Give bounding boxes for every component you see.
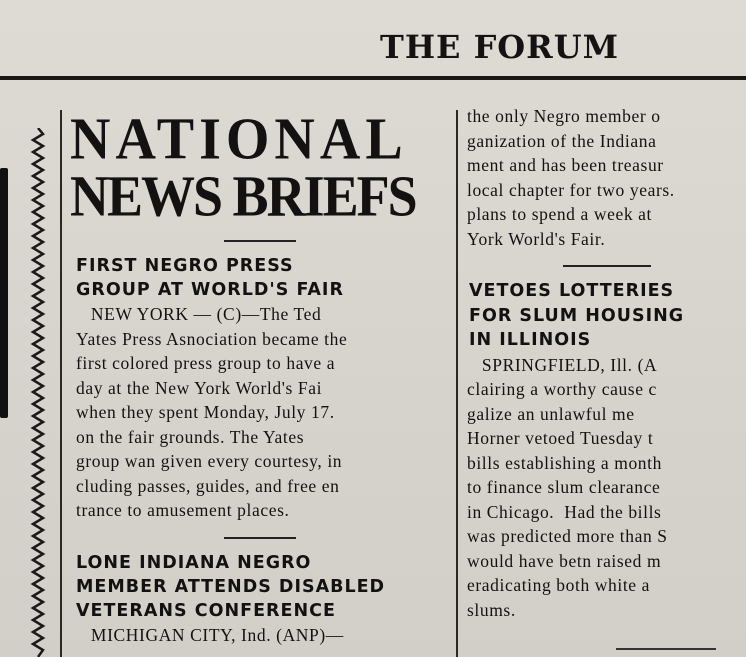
- article-divider: [563, 265, 651, 267]
- article-body-line: slums.: [467, 599, 516, 620]
- article-body-line: NEW YORK — (C)—The Ted: [76, 304, 322, 324]
- article-divider-bottom: [616, 648, 716, 650]
- headline-line-1: NATIONAL: [70, 106, 408, 172]
- article-heading-line: FIRST NEGRO PRESS: [76, 256, 294, 276]
- article-body-line: when they spent Monday, July 17.: [76, 402, 335, 422]
- article-heading-line: MEMBER ATTENDS DISABLED: [76, 576, 386, 597]
- column-rule-right: [456, 110, 458, 657]
- article-body-line: Yates Press Asnociation became the: [76, 328, 348, 349]
- article-body-line: was predicted more than S: [467, 526, 668, 546]
- article-body-line: SPRINGFIELD, Ill. (A: [467, 354, 658, 375]
- article-body-line: group wan given every courtesy, in: [76, 451, 343, 471]
- decorative-border: [30, 128, 46, 657]
- article-body-line: the only Negro member o: [467, 106, 661, 126]
- masthead-rule: [0, 76, 746, 80]
- article-heading-line: LONE INDIANA NEGRO: [76, 552, 312, 573]
- article-lone-indiana-negro: [68, 551, 454, 648]
- masthead: THE FORUM: [380, 28, 620, 66]
- column-2: [465, 104, 746, 622]
- article-body-line: local chapter for two years.: [467, 179, 675, 200]
- column-rule-left: [60, 110, 62, 657]
- article-body-line: first colored press group to have a: [76, 353, 336, 373]
- article-body-line: bills establishing a month: [467, 452, 662, 473]
- article-body-line: eradicating both white a: [467, 575, 651, 595]
- article-body-line: day at the New York World's Fai: [76, 377, 323, 398]
- article-body-line: clairing a worthy cause c: [467, 379, 657, 399]
- headline-divider: [224, 240, 296, 242]
- article-body-line: ment and has been treasur: [467, 155, 664, 175]
- article-heading-line: IN ILLINOIS: [469, 330, 592, 350]
- left-edge-shadow: [0, 168, 8, 418]
- article-body-line: on the fair grounds. The Yates: [76, 426, 305, 447]
- column-1: [68, 104, 454, 647]
- article-vetoes-lotteries: [465, 279, 746, 622]
- article-body-line: Horner vetoed Tuesday t: [467, 428, 654, 448]
- article-heading-line: VETERANS CONFERENCE: [76, 600, 336, 621]
- article-divider: [224, 537, 296, 539]
- article-continuation: [465, 104, 746, 251]
- article-body-line: ganization of the Indiana: [467, 130, 657, 151]
- article-body-line: to finance slum clearance: [467, 477, 661, 497]
- article-body-line: plans to spend a week at: [467, 204, 652, 224]
- article-body-line: MICHIGAN CITY, Ind. (ANP)—: [76, 624, 344, 645]
- article-heading-line: VETOES LOTTERIES: [469, 281, 675, 301]
- article-body-line: York World's Fair.: [467, 228, 606, 249]
- article-body-line: would have betn raised m: [467, 550, 662, 571]
- article-body-line: trance to amusement places.: [76, 500, 290, 520]
- article-heading-line: GROUP AT WORLD'S FAIR: [76, 280, 344, 300]
- article-body-line: galize an unlawful me: [467, 403, 635, 424]
- article-body-line: cluding passes, guides, and free en: [76, 475, 340, 496]
- article-heading-line: FOR SLUM HOUSING: [469, 305, 685, 326]
- article-first-negro-press: [68, 254, 454, 523]
- headline-line-2: NEWS BRIEFS: [70, 163, 416, 229]
- article-body-line: in Chicago. Had the bills: [467, 501, 662, 522]
